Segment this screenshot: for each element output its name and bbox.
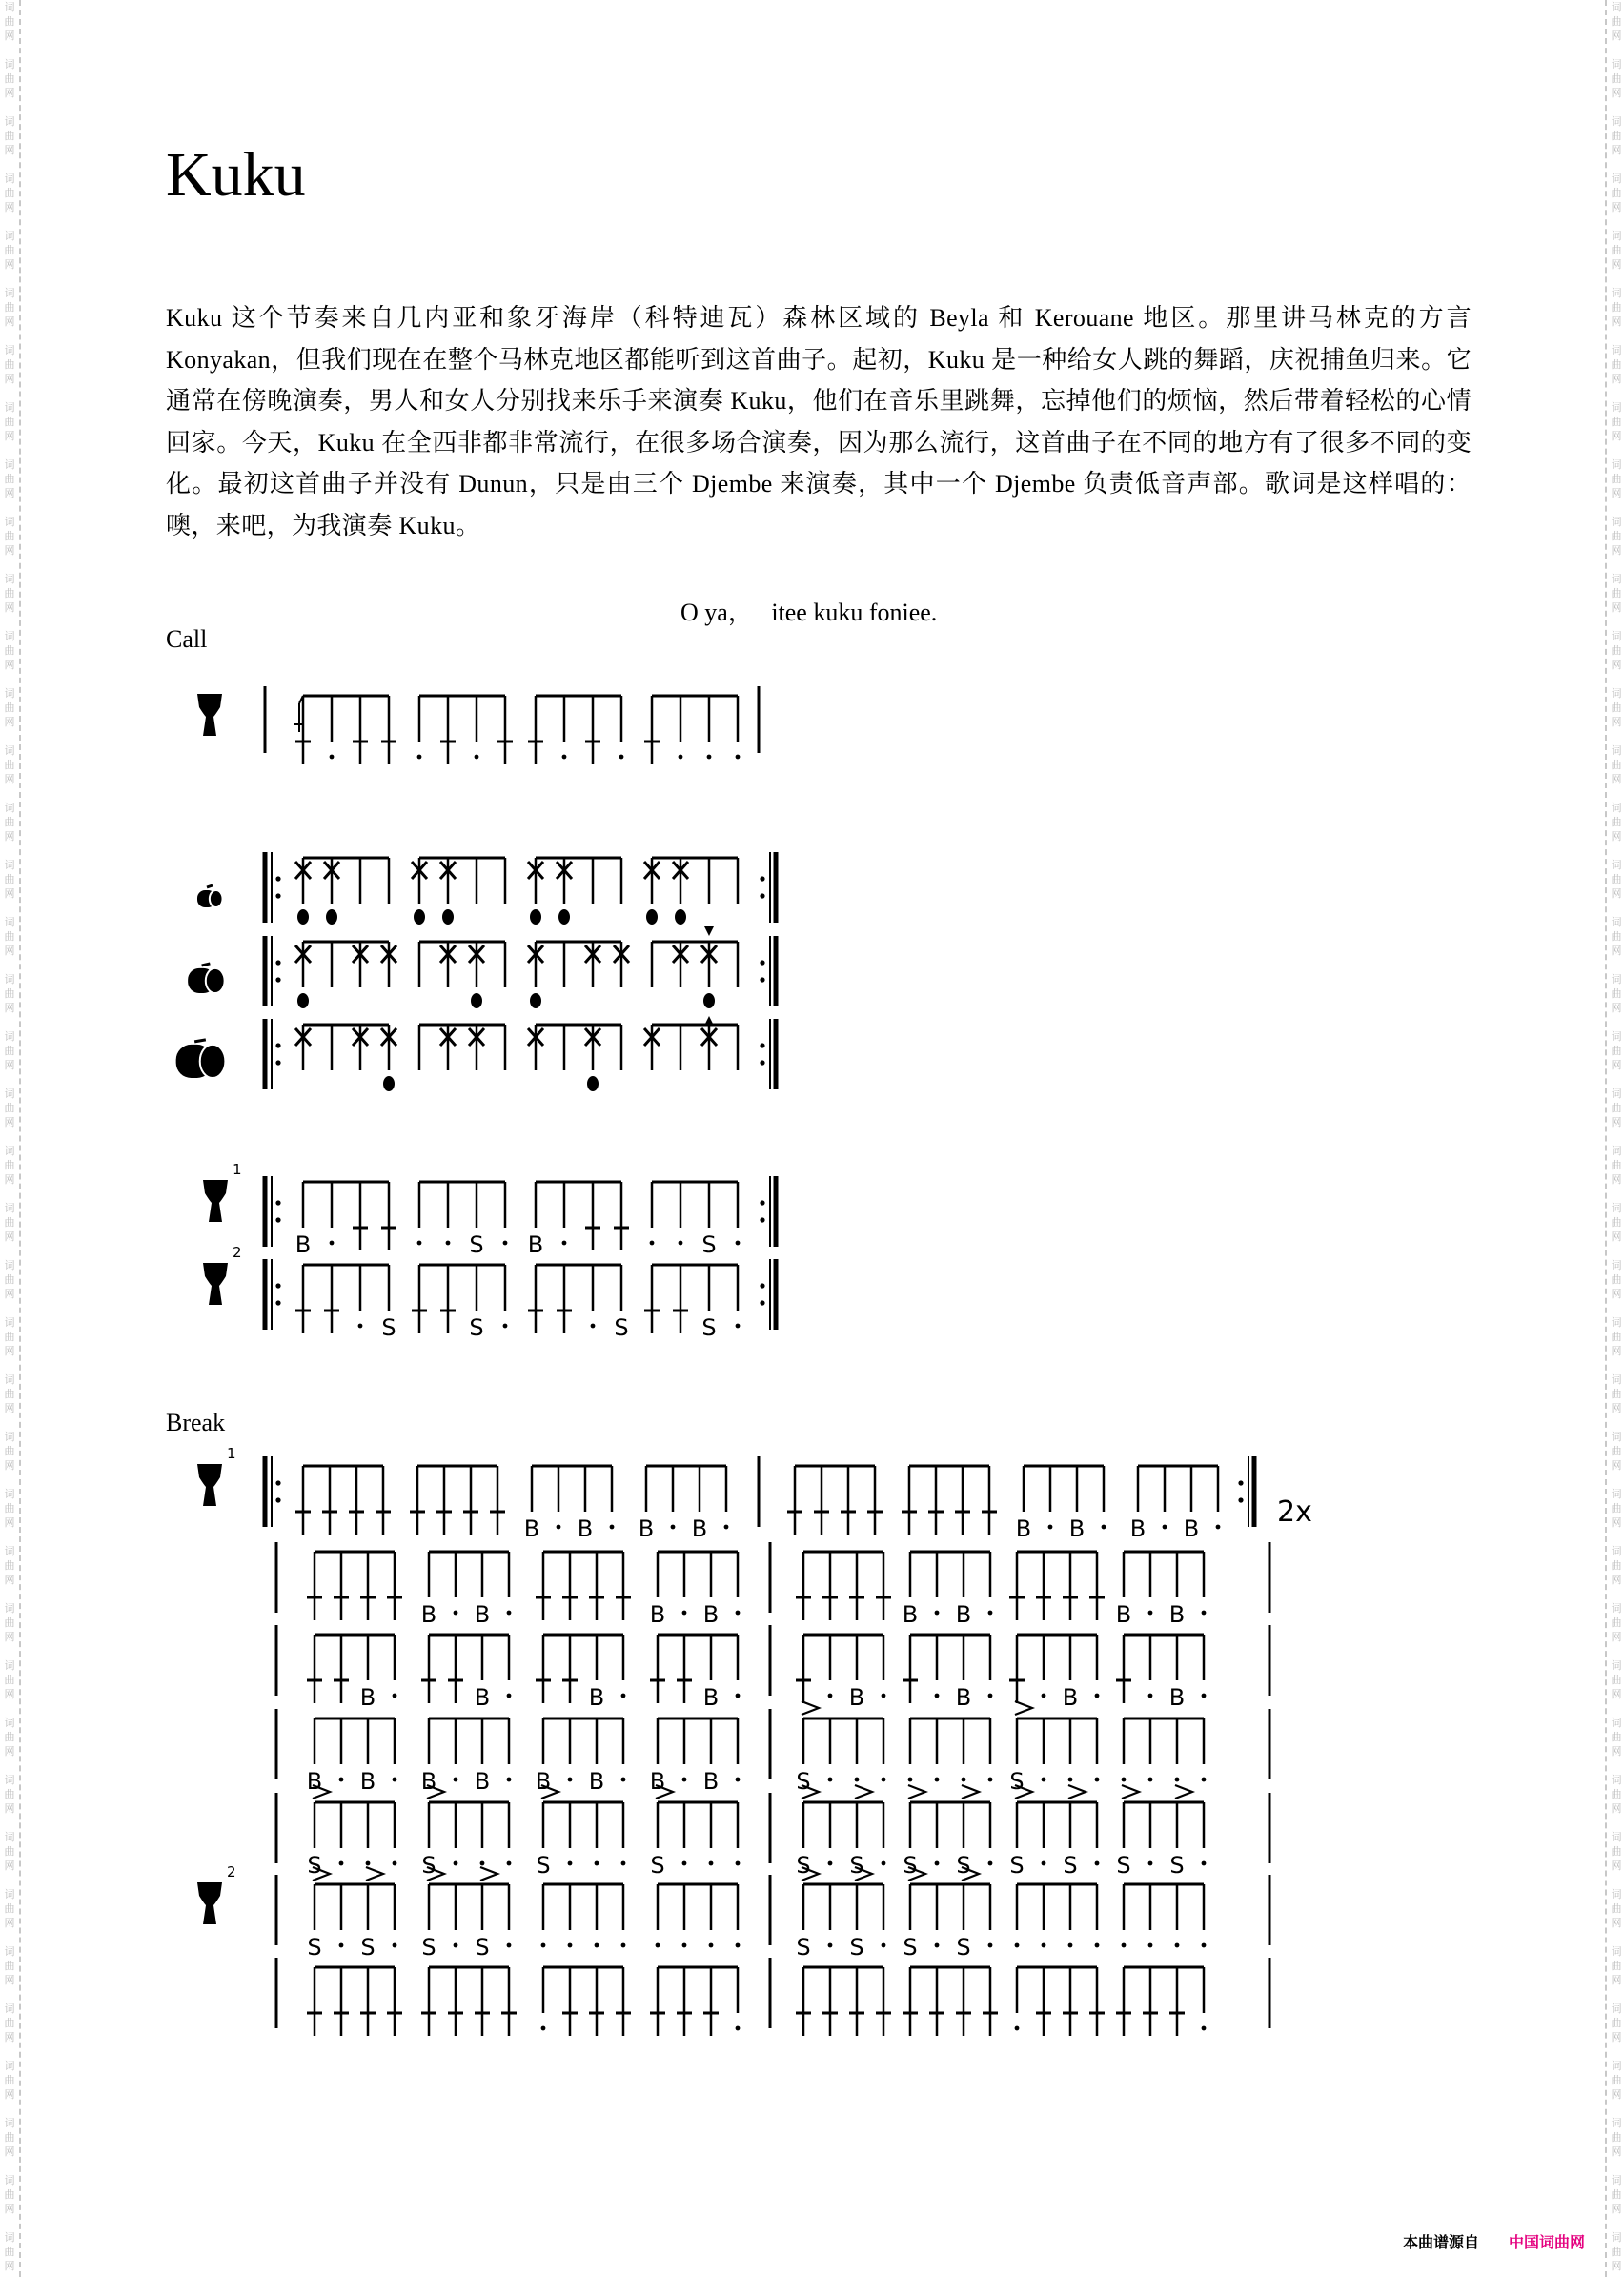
stroke-label: S	[614, 1314, 629, 1341]
watermark-unit: 词 曲 网	[1611, 1831, 1622, 1872]
intro-paragraph: Kuku 这个节奏来自几内亚和象牙海岸（科特迪瓦）森林区域的 Beyla 和 Kerouane 地区。那里讲马林克的方言 Konyakan，但我们现在在整个马林克地区都能听到这首曲子。起初，Kuku 是一种给女人跳的舞蹈，庆祝捕鱼归来。它通常在傍晚演奏，男人和女人分别找来乐手来演奏 Kuku，他们在音乐里跳舞，忘掉他们的烦恼，然后带着轻松的心情回家。今天，Kuku 在全西非都非常流行，在很多场合演奏，因为那么流行，这首曲子在不同的地方有了很多不同的变化。最初这首曲子并没有 Dunun，只是由三个 Djembe 来演奏，其中一个 Djembe 负责低音声部。歌词是这样唱的：噢，来吧，为我演奏 Kuku。	[166, 304, 1472, 539]
watermark-unit: 词 曲 网	[4, 802, 15, 843]
watermark-unit: 词 曲 网	[4, 2003, 15, 2043]
watermark-unit: 词 曲 网	[1611, 2231, 1622, 2272]
stroke-label: S	[849, 1934, 864, 1961]
notation-row	[176, 1019, 776, 1091]
stroke-label: B	[588, 1768, 605, 1795]
stroke-label: B	[420, 1601, 437, 1628]
watermark-unit: 词 曲 网	[4, 1373, 15, 1414]
stroke-label: B	[420, 1768, 437, 1795]
watermark-unit: 词 曲 网	[1611, 58, 1622, 99]
watermark-unit: 词 曲 网	[1611, 630, 1622, 671]
stroke-label: S	[701, 1314, 717, 1341]
dunun-icon	[197, 885, 223, 907]
stroke-label: B	[691, 1515, 708, 1542]
watermark-unit: 词 曲 网	[1611, 287, 1622, 328]
watermark-unit: 词 曲 网	[4, 458, 15, 499]
watermark-unit: 词 曲 网	[4, 1659, 15, 1700]
stroke-label: B	[955, 1684, 972, 1711]
watermark-unit: 词 曲 网	[1611, 173, 1622, 213]
notation-row	[276, 1625, 1269, 1711]
watermark-unit: 词 曲 网	[4, 2060, 15, 2101]
watermark-unit: 词 曲 网	[1611, 1, 1622, 42]
stroke-label: B	[294, 1231, 312, 1258]
section-label-call: Call	[166, 625, 208, 653]
watermark-unit: 词 曲 网	[1611, 973, 1622, 1014]
watermark-unit: 词 曲 网	[1611, 1088, 1622, 1128]
watermark-unit: 词 曲 网	[4, 1259, 15, 1300]
watermark-unit: 词 曲 网	[4, 173, 15, 213]
stroke-label: S	[956, 1852, 971, 1879]
watermark-unit: 词 曲 网	[4, 1431, 15, 1472]
stroke-label: B	[577, 1515, 594, 1542]
watermark-unit: 词 曲 网	[1611, 2003, 1622, 2043]
watermark-unit: 词 曲 网	[1611, 2117, 1622, 2158]
djembe-icon	[197, 694, 222, 736]
stroke-label: S	[650, 1852, 665, 1879]
lyric-line: O ya， itee kuku foniee.	[680, 599, 938, 626]
stroke-label: S	[536, 1852, 551, 1879]
watermark-unit: 词 曲 网	[1611, 1259, 1622, 1300]
watermark-unit: 词 曲 网	[4, 1, 15, 42]
stroke-label: S	[849, 1852, 864, 1879]
watermark-unit: 词 曲 网	[4, 2231, 15, 2272]
watermark-unit: 词 曲 网	[4, 287, 15, 328]
watermark-unit: 词 曲 网	[1611, 344, 1622, 385]
notation-row	[197, 686, 759, 764]
stroke-label: B	[474, 1768, 491, 1795]
watermark-unit: 词 曲 网	[1611, 1431, 1622, 1472]
watermark-unit: 词 曲 网	[1611, 1202, 1622, 1243]
watermark-unit: 词 曲 网	[4, 1945, 15, 1986]
watermark-unit: 词 曲 网	[4, 516, 15, 557]
watermark-unit: 词 曲 网	[4, 973, 15, 1014]
watermark-unit: 词 曲 网	[4, 344, 15, 385]
notation-row	[197, 852, 776, 925]
stroke-label: B	[1115, 1601, 1132, 1628]
stroke-label: B	[306, 1768, 323, 1795]
stroke-label: B	[902, 1601, 919, 1628]
stroke-label: B	[1129, 1515, 1147, 1542]
watermark-unit: 词 曲 网	[4, 1088, 15, 1128]
stroke-label: B	[1168, 1601, 1186, 1628]
watermark-unit: 词 曲 网	[1611, 916, 1622, 957]
stroke-label: B	[523, 1515, 540, 1542]
section-accompaniment	[203, 1161, 776, 1341]
djembe-icon	[203, 1180, 228, 1222]
watermark-unit: 词 曲 网	[1611, 1373, 1622, 1414]
section-dununs	[176, 852, 776, 1091]
watermark-unit: 词 曲 网	[4, 1774, 15, 1815]
watermark-unit: 词 曲 网	[1611, 2060, 1622, 2101]
notation-row	[276, 1785, 1269, 1879]
stroke-label: B	[474, 1601, 491, 1628]
part-number: 1	[233, 1161, 242, 1178]
part-number: 1	[227, 1445, 236, 1462]
watermark-unit: 词 曲 网	[1611, 1659, 1622, 1700]
watermark-unit: 词 曲 网	[4, 2117, 15, 2158]
watermark-unit: 词 曲 网	[4, 1316, 15, 1357]
watermark-unit: 词 曲 网	[1611, 802, 1622, 843]
watermark-unit: 词 曲 网	[4, 401, 15, 442]
stroke-label: B	[1068, 1515, 1086, 1542]
dunun-icon	[176, 1040, 226, 1078]
stroke-label: S	[475, 1934, 490, 1961]
notation-row	[197, 1863, 1269, 1961]
watermark-unit: 词 曲 网	[1611, 1316, 1622, 1357]
repeat-count: 2x	[1277, 1495, 1312, 1529]
watermark-unit: 词 曲 网	[1611, 1888, 1622, 1929]
djembe-icon	[197, 1464, 222, 1506]
stroke-label: B	[649, 1768, 666, 1795]
watermark-unit: 词 曲 网	[4, 687, 15, 728]
section-label-break: Break	[166, 1409, 226, 1436]
watermark-unit: 词 曲 网	[1611, 1602, 1622, 1643]
stroke-label: B	[359, 1684, 376, 1711]
stroke-label: S	[1009, 1852, 1025, 1879]
stroke-label: B	[527, 1231, 544, 1258]
stroke-label: B	[702, 1768, 720, 1795]
footer-site-link[interactable]: 中国词曲网	[1509, 2233, 1586, 2251]
stroke-label: B	[474, 1684, 491, 1711]
stroke-label: S	[307, 1934, 322, 1961]
stroke-label: B	[1168, 1684, 1186, 1711]
section-call	[197, 686, 759, 764]
watermark-unit: 词 曲 网	[4, 630, 15, 671]
stroke-label: S	[360, 1934, 376, 1961]
watermark-unit: 词 曲 网	[1611, 744, 1622, 785]
stroke-label: S	[796, 1768, 811, 1795]
stroke-label: B	[638, 1515, 655, 1542]
watermark-unit: 词 曲 网	[4, 859, 15, 900]
watermark-unit: 词 曲 网	[4, 573, 15, 614]
stroke-label: B	[955, 1601, 972, 1628]
stroke-label: S	[1009, 1768, 1025, 1795]
watermark-unit: 词 曲 网	[1611, 1488, 1622, 1529]
stroke-label: S	[469, 1231, 484, 1258]
dunun-icon	[188, 964, 224, 993]
stroke-label: S	[307, 1852, 322, 1879]
stroke-label: S	[1063, 1852, 1078, 1879]
stroke-label: S	[903, 1852, 918, 1879]
stroke-label: S	[701, 1231, 717, 1258]
watermark-unit: 词 曲 网	[1611, 1145, 1622, 1186]
watermark-unit: 词 曲 网	[1611, 859, 1622, 900]
stroke-label: B	[1015, 1515, 1032, 1542]
watermark-unit: 词 曲 网	[4, 744, 15, 785]
watermark-unit: 词 曲 网	[1611, 1030, 1622, 1071]
stroke-label: B	[1062, 1684, 1079, 1711]
stroke-label: S	[381, 1314, 396, 1341]
watermark-unit: 词 曲 网	[4, 916, 15, 957]
stroke-label: B	[588, 1684, 605, 1711]
notation-row	[203, 1161, 776, 1258]
watermark-unit: 词 曲 网	[1611, 1545, 1622, 1586]
watermark-unit: 词 曲 网	[4, 1831, 15, 1872]
stroke-label: S	[796, 1934, 811, 1961]
watermark-unit: 词 曲 网	[1611, 401, 1622, 442]
stroke-label: S	[1116, 1852, 1131, 1879]
djembe-icon	[197, 1882, 222, 1924]
notation-row	[188, 926, 776, 1024]
watermark-unit: 词 曲 网	[4, 1717, 15, 1758]
notation-row	[203, 1244, 776, 1341]
stroke-label: B	[848, 1684, 865, 1711]
watermark-unit: 词 曲 网	[4, 1030, 15, 1071]
watermark-unit: 词 曲 网	[1611, 1774, 1622, 1815]
watermark-unit: 词 曲 网	[1611, 1717, 1622, 1758]
notation-row	[197, 1445, 1312, 1542]
stroke-label: B	[359, 1768, 376, 1795]
watermark-unit: 词 曲 网	[1611, 516, 1622, 557]
stroke-label: B	[649, 1601, 666, 1628]
watermark-unit: 词 曲 网	[4, 1488, 15, 1529]
watermark-unit: 词 曲 网	[4, 1602, 15, 1643]
watermark-unit: 词 曲 网	[1611, 1945, 1622, 1986]
stroke-label: S	[796, 1852, 811, 1879]
footer-source-label: 本曲谱源自	[1403, 2233, 1480, 2251]
watermark-unit: 词 曲 网	[4, 2174, 15, 2215]
watermark-unit: 词 曲 网	[4, 230, 15, 271]
djembe-icon	[203, 1263, 228, 1305]
notation-row	[276, 1542, 1269, 1628]
stroke-label: B	[535, 1768, 552, 1795]
watermark-unit: 词 曲 网	[1611, 687, 1622, 728]
notation-row	[276, 1958, 1269, 2036]
watermark-unit: 词 曲 网	[4, 58, 15, 99]
watermark-unit: 词 曲 网	[4, 1888, 15, 1929]
stroke-label: S	[469, 1314, 484, 1341]
watermark-unit: 词 曲 网	[4, 1202, 15, 1243]
section-break	[197, 1445, 1312, 2036]
watermark-unit: 词 曲 网	[1611, 230, 1622, 271]
stroke-label: B	[702, 1601, 720, 1628]
stroke-label: S	[421, 1852, 436, 1879]
watermark-unit: 词 曲 网	[1611, 115, 1622, 156]
watermark-unit: 词 曲 网	[4, 1545, 15, 1586]
watermark-unit: 词 曲 网	[1611, 2174, 1622, 2215]
stroke-label: S	[1169, 1852, 1185, 1879]
notation-row	[276, 1701, 1269, 1795]
watermark-unit: 词 曲 网	[4, 1145, 15, 1186]
part-number: 2	[233, 1244, 242, 1261]
stroke-label: S	[956, 1934, 971, 1961]
watermark-unit: 词 曲 网	[1611, 573, 1622, 614]
stroke-label: B	[702, 1684, 720, 1711]
part-number: 2	[227, 1863, 236, 1881]
page-title: Kuku	[166, 140, 306, 210]
stroke-label: B	[1183, 1515, 1200, 1542]
watermark-unit: 词 曲 网	[4, 115, 15, 156]
watermark-unit: 词 曲 网	[1611, 458, 1622, 499]
stroke-label: S	[903, 1934, 918, 1961]
stroke-label: S	[421, 1934, 436, 1961]
